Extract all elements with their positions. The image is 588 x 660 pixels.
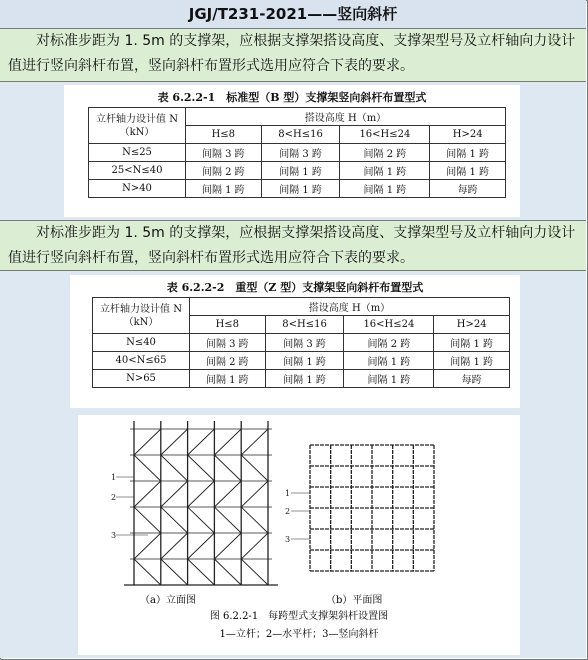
table-row: [89, 162, 506, 180]
figure-caption: 图 6.2.2-1 每跨型式支撑架斜杆设置图: [209, 611, 389, 622]
table-cell: 间隔 3 跨: [186, 144, 262, 162]
table1-col-header: H>24: [430, 126, 506, 144]
table-cell: 间隔 1 跨: [344, 370, 434, 388]
table-row: [89, 180, 506, 198]
table1-scan: [64, 85, 520, 217]
diagonal-brace: [214, 481, 241, 507]
plan-callout-3: 3: [285, 535, 291, 544]
table-cell: 间隔 3 跨: [261, 144, 340, 162]
diagonal-brace: [188, 507, 215, 533]
diagonal-brace: [241, 481, 268, 507]
table-cell: 间隔 1 跨: [430, 162, 506, 180]
table-cell: 间隔 1 跨: [434, 334, 510, 352]
callout-3: 3: [111, 531, 117, 540]
table2-caption: 表 6.2.2-2 重型（Z 型）支撑架竖向斜杆布置型式: [166, 281, 424, 294]
diagonal-brace: [188, 455, 215, 481]
table-cell: 间隔 1 跨: [430, 144, 506, 162]
table2-row-label: 40<N≤65: [93, 352, 190, 370]
diagonal-brace: [214, 429, 241, 455]
diagonal-brace: [241, 455, 268, 481]
figure-scan: [78, 415, 520, 655]
diagonal-brace: [134, 429, 161, 455]
diagonal-brace: [161, 533, 188, 559]
table-cell: 间隔 1 跨: [265, 370, 344, 388]
table-row: [89, 144, 506, 162]
table-cell: 间隔 2 跨: [340, 144, 430, 162]
paragraph-2: 对标准步距为 1. 5m 的支撑架，应根据支撑架搭设高度、支撑架型号及立杆轴向力设计值进行竖向斜杆布置，竖向斜杆布置形式选用应符合下表的要求。: [0, 221, 586, 271]
figure-row: [0, 412, 586, 658]
diagonal-brace: [161, 481, 188, 507]
diagonal-brace: [161, 429, 188, 455]
table-cell: 间隔 2 跨: [186, 162, 262, 180]
table-row: [93, 352, 510, 370]
diagonal-brace: [161, 455, 188, 481]
label-elevation: （a）立面图: [140, 595, 196, 606]
label-plan: （b）平面图: [326, 595, 383, 606]
diagonal-brace: [241, 559, 268, 585]
diagonal-brace: [134, 455, 161, 481]
table1-group-header: 搭设高度 H（m）: [186, 108, 506, 126]
plan-drawing: [310, 445, 434, 571]
diagonal-brace: [134, 533, 161, 559]
table1-caption: 表 6.2.2-1 标准型（B 型）支撑架竖向斜杆布置型式: [157, 91, 427, 104]
figure-legend: 1—立杆；2—水平杆；3—竖向斜杆: [219, 629, 379, 640]
callout-2: 2: [111, 493, 117, 502]
table-cell: 间隔 1 跨: [434, 352, 510, 370]
table2: [92, 297, 510, 388]
diagonal-brace: [214, 507, 241, 533]
table1: [88, 107, 506, 198]
diagonal-brace: [241, 507, 268, 533]
diagonal-brace: [161, 559, 188, 585]
table2-group-header: 搭设高度 H（m）: [190, 298, 510, 316]
table-cell: 间隔 1 跨: [340, 162, 430, 180]
diagonal-brace: [161, 507, 188, 533]
diagonal-brace: [188, 481, 215, 507]
diagonal-brace: [134, 507, 161, 533]
elevation-drawing: [124, 421, 278, 585]
diagonal-brace: [188, 533, 215, 559]
diagonal-brace: [214, 533, 241, 559]
diagonal-brace: [188, 559, 215, 585]
table2-row: [0, 271, 586, 413]
table-row: [93, 370, 510, 388]
table1-row: [0, 82, 586, 221]
elevation-callouts: [111, 473, 148, 540]
table1-row-label: 25<N≤40: [89, 162, 186, 180]
diagonal-brace: [241, 429, 268, 455]
table2-col-header: 8<H≤16: [265, 316, 344, 334]
table2-col-header: H≤8: [190, 316, 266, 334]
table-cell: 间隔 3 跨: [190, 334, 266, 352]
diagonal-brace: [134, 481, 161, 507]
diagonal-brace: [214, 559, 241, 585]
plan-callout-2: 2: [285, 507, 291, 516]
scaffold-figure: [78, 415, 520, 655]
table-cell: 间隔 3 跨: [265, 334, 344, 352]
plan-callouts: [285, 489, 310, 544]
table1-col-header: H≤8: [186, 126, 262, 144]
table1-row-label: N>40: [89, 180, 186, 198]
diagonal-brace: [241, 533, 268, 559]
diagonal-brace: [188, 429, 215, 455]
table-cell: 间隔 1 跨: [261, 180, 340, 198]
plan-callout-1: 1: [285, 489, 291, 498]
table1-col-header: 8<H≤16: [261, 126, 340, 144]
table2-col-header: H>24: [434, 316, 510, 334]
table-cell: 间隔 1 跨: [261, 162, 340, 180]
table1-row-label: N≤25: [89, 144, 186, 162]
table2-col-header: 16<H≤24: [344, 316, 434, 334]
diagonal-brace: [214, 455, 241, 481]
table2-row-label: N≤40: [93, 334, 190, 352]
table-row: [93, 334, 510, 352]
table-cell: 间隔 1 跨: [265, 352, 344, 370]
table-cell: 间隔 1 跨: [340, 180, 430, 198]
table-cell: 间隔 1 跨: [190, 370, 266, 388]
table2-scan: [70, 275, 520, 408]
table2-row-header: 立杆轴力设计值 N（kN）: [93, 298, 190, 334]
page-title: JGJ/T231-2021——竖向斜杆: [0, 0, 586, 29]
table-cell: 每跨: [434, 370, 510, 388]
table-cell: 间隔 2 跨: [344, 334, 434, 352]
table-cell: 间隔 2 跨: [190, 352, 266, 370]
table2-row-label: N>65: [93, 370, 190, 388]
callout-1: 1: [111, 473, 117, 482]
table-cell: 间隔 1 跨: [344, 352, 434, 370]
table-cell: 间隔 1 跨: [186, 180, 262, 198]
table-cell: 每跨: [430, 180, 506, 198]
diagonal-brace: [134, 559, 161, 585]
table1-row-header: 立杆轴力设计值 N（kN）: [89, 108, 186, 144]
paragraph-1: 对标准步距为 1. 5m 的支撑架，应根据支撑架搭设高度、支撑架型号及立杆轴向力设计值进行竖向斜杆布置，竖向斜杆布置形式选用应符合下表的要求。: [0, 29, 586, 82]
table1-col-header: 16<H≤24: [340, 126, 430, 144]
